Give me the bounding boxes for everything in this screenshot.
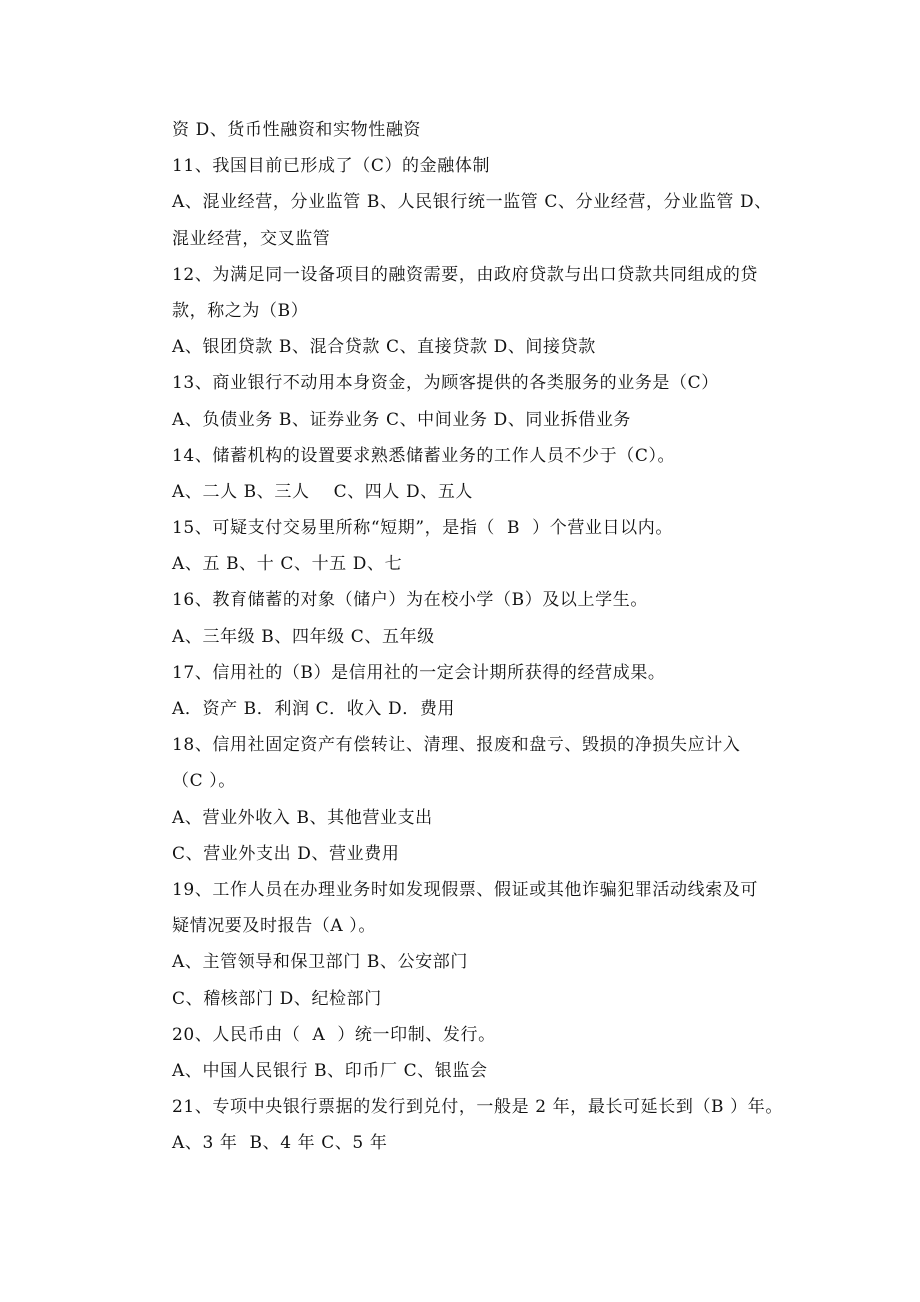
question-13: 13、商业银行不动用本身资金，为顾客提供的各类服务的业务是（C） — [172, 373, 719, 394]
options-line: A、中国人民银行 B、印币厂 C、银监会 — [172, 1060, 488, 1081]
options-line: A、三年级 B、四年级 C、五年级 — [172, 626, 435, 647]
options-line: A．资产 B．利润 C．收入 D．费用 — [172, 699, 456, 719]
question-14: 14、储蓄机构的设置要求熟悉储蓄业务的工作人员不少于（C）。 — [172, 445, 676, 466]
options-line: A、主管领导和保卫部门 B、公安部门 — [172, 952, 468, 973]
question-12: 12、为满足同一设备项目的融资需要，由政府贷款与出口贷款共同组成的贷 — [172, 264, 759, 285]
options-line: 混业经营，交叉监管 — [172, 228, 331, 249]
options-line: A、二人 B、三人 C、四人 D、五人 — [172, 481, 474, 502]
question-21: 21、专项中央银行票据的发行到兑付，一般是 2 年，最长可延长到（B ）年。 — [172, 1097, 783, 1118]
question-15: 15、可疑支付交易里所称“短期”，是指（ B ）个营业日以内。 — [172, 518, 673, 539]
question-12-continued: 款，称之为（B） — [172, 300, 309, 321]
question-19: 19、工作人员在办理业务时如发现假票、假证或其他诈骗犯罪活动线索及可 — [172, 879, 759, 900]
question-16: 16、教育储蓄的对象（储户）为在校小学（B）及以上学生。 — [172, 590, 648, 611]
question-11: 11、我国目前已形成了（C）的金融体制 — [172, 156, 491, 177]
options-line: A、五 B、十 C、十五 D、七 — [172, 554, 403, 575]
text-line: 资 D、货币性融资和实物性融资 — [172, 120, 422, 140]
options-line: C、稽核部门 D、纪检部门 — [172, 988, 382, 1009]
document-body — [172, 112, 802, 1161]
options-line: A、负债业务 B、证券业务 C、中间业务 D、同业拆借业务 — [172, 409, 632, 430]
question-17: 17、信用社的（B）是信用社的一定会计期所获得的经营成果。 — [172, 662, 666, 683]
options-line: A、银团贷款 B、混合贷款 C、直接贷款 D、间接贷款 — [172, 337, 596, 358]
options-line: C、营业外支出 D、营业费用 — [172, 843, 400, 864]
question-19-continued: 疑情况要及时报告（A ）。 — [172, 916, 376, 937]
options-line: A、3 年 B、4 年 C、5 年 — [172, 1133, 388, 1154]
question-18: 18、信用社固定资产有偿转让、清理、报废和盘亏、毁损的净损失应计入 — [172, 735, 741, 756]
options-line: A、营业外收入 B、其他营业支出 — [172, 807, 433, 828]
question-18-continued: （C ）。 — [172, 771, 236, 792]
options-line: A、混业经营，分业监管 B、人民银行统一监管 C、分业经营，分业监管 D、 — [172, 192, 772, 213]
question-20: 20、人民币由（ A ）统一印制、发行。 — [172, 1024, 496, 1045]
